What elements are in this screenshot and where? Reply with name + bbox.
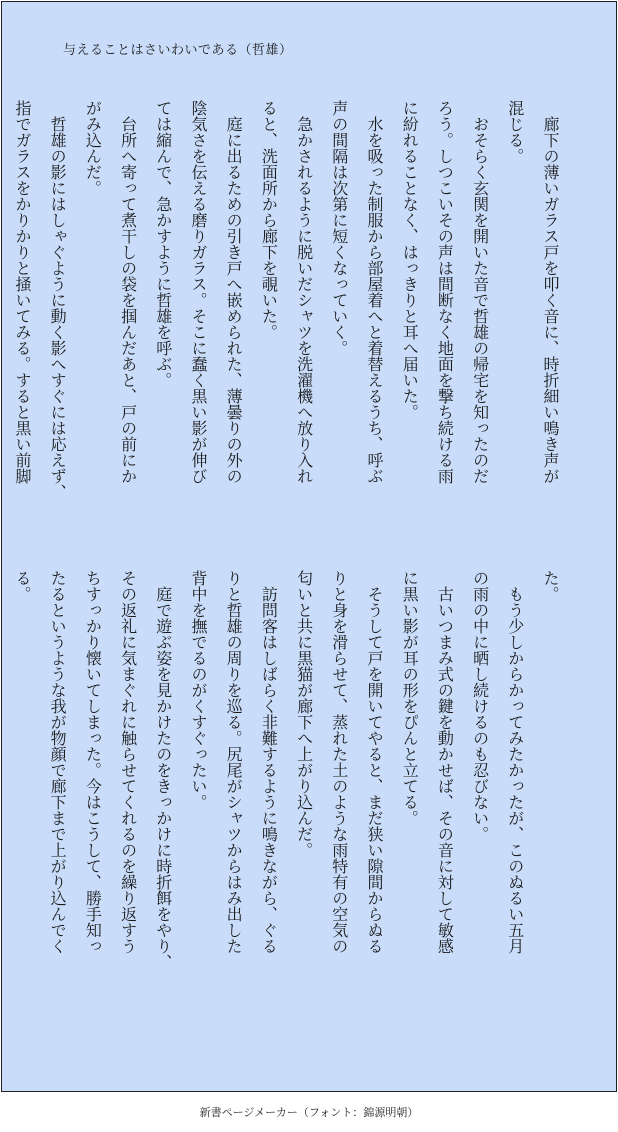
text-line: に黒い影が耳の形をぴんと立てる。 xyxy=(400,570,420,826)
text-line: 庭で遊ぶ姿を見かけたのをきっかけに時折餌をやり、 xyxy=(153,570,173,970)
text-line: る。 xyxy=(12,570,32,602)
text-line: たるというような我が物顔で廊下まで上がり込んでく xyxy=(48,570,68,954)
text-line xyxy=(0,100,5,516)
text-line: 陰気さを伝える磨りガラス。そこに蠢く黒い影が伸び xyxy=(188,100,208,484)
text-line: 混じる。 xyxy=(505,100,525,164)
text-line: りと身を滑らせて、蒸れた土のような雨特有の空気の xyxy=(329,570,349,954)
text-line: おそらく玄関を開いた音で哲雄の帰宅を知ったのだ xyxy=(470,100,490,484)
text-line: 背中を撫でるのがくすぐったい。 xyxy=(188,570,208,810)
page-title: 与えることはさいわいである（哲雄） xyxy=(63,43,293,58)
text-line: 台所へ寄って煮干しの袋を掴んだあと、戸の前にか xyxy=(118,100,138,484)
text-line xyxy=(0,570,5,986)
text-line: 廊下の薄いガラス戸を叩く音に、時折細い鳴き声が xyxy=(541,100,560,484)
text-line: 指でガラスをかりかりと掻いてみる。すると黒い前脚 xyxy=(12,100,32,484)
text-line: 匂いと共に黒猫が廊下へ上がり込んだ。 xyxy=(294,570,314,858)
footer-credit: 新書ページメーカー（フォント：錦源明朝） xyxy=(199,1106,419,1119)
text-block-bottom xyxy=(12,570,568,986)
text-line: ろう。しつこいその声は間断なく地面を撃ち続ける雨 xyxy=(435,100,455,484)
text-line: の雨の中に晒し続けるのも忍びない。 xyxy=(470,570,490,842)
text-line: 訪問客はしばらく非難するように鳴きながら、ぐる xyxy=(259,570,279,954)
text-line: 急かされるように脱いだシャツを洗濯機へ放り入れ xyxy=(294,100,314,484)
text-line: に紛れることなく、はっきりと耳へ届いた。 xyxy=(400,100,420,420)
text-line: 古いつまみ式の鍵を動かせば、その音に対して敏感 xyxy=(435,570,455,954)
text-block-top xyxy=(12,100,568,516)
text-line: 水を吸った制服から部屋着へと着替えるうち、呼ぶ xyxy=(364,100,384,484)
text-line: 庭に出るための引き戸へ嵌められた、薄曇りの外の xyxy=(224,100,244,484)
text-line: ると、洗面所から廊下を覗いた。 xyxy=(259,100,279,340)
text-line: ては縮んで、急かすように哲雄を呼ぶ。 xyxy=(153,100,173,388)
text-line: がみ込んだ。 xyxy=(83,100,103,196)
text-line: そうして戸を開いてやると、まだ狭い隙間からぬる xyxy=(364,570,384,954)
text-line: その返礼に気まぐれに触らせてくれるのを繰り返すう xyxy=(118,570,138,954)
text-line: りと哲雄の周りを巡る。尻尾がシャツからはみ出した xyxy=(224,570,244,954)
text-line: ちすっかり懐いてしまった。今はこうして、勝手知っ xyxy=(83,570,103,954)
text-line: た。 xyxy=(541,570,560,602)
book-page xyxy=(1,1,617,1092)
text-line: もう少しからかってみたかったが、このぬるい五月 xyxy=(505,570,525,954)
text-line: 哲雄の影にはしゃぐように動く影へすぐには応えず、 xyxy=(48,100,68,500)
text-line: 声の間隔は次第に短くなっていく。 xyxy=(329,100,349,356)
